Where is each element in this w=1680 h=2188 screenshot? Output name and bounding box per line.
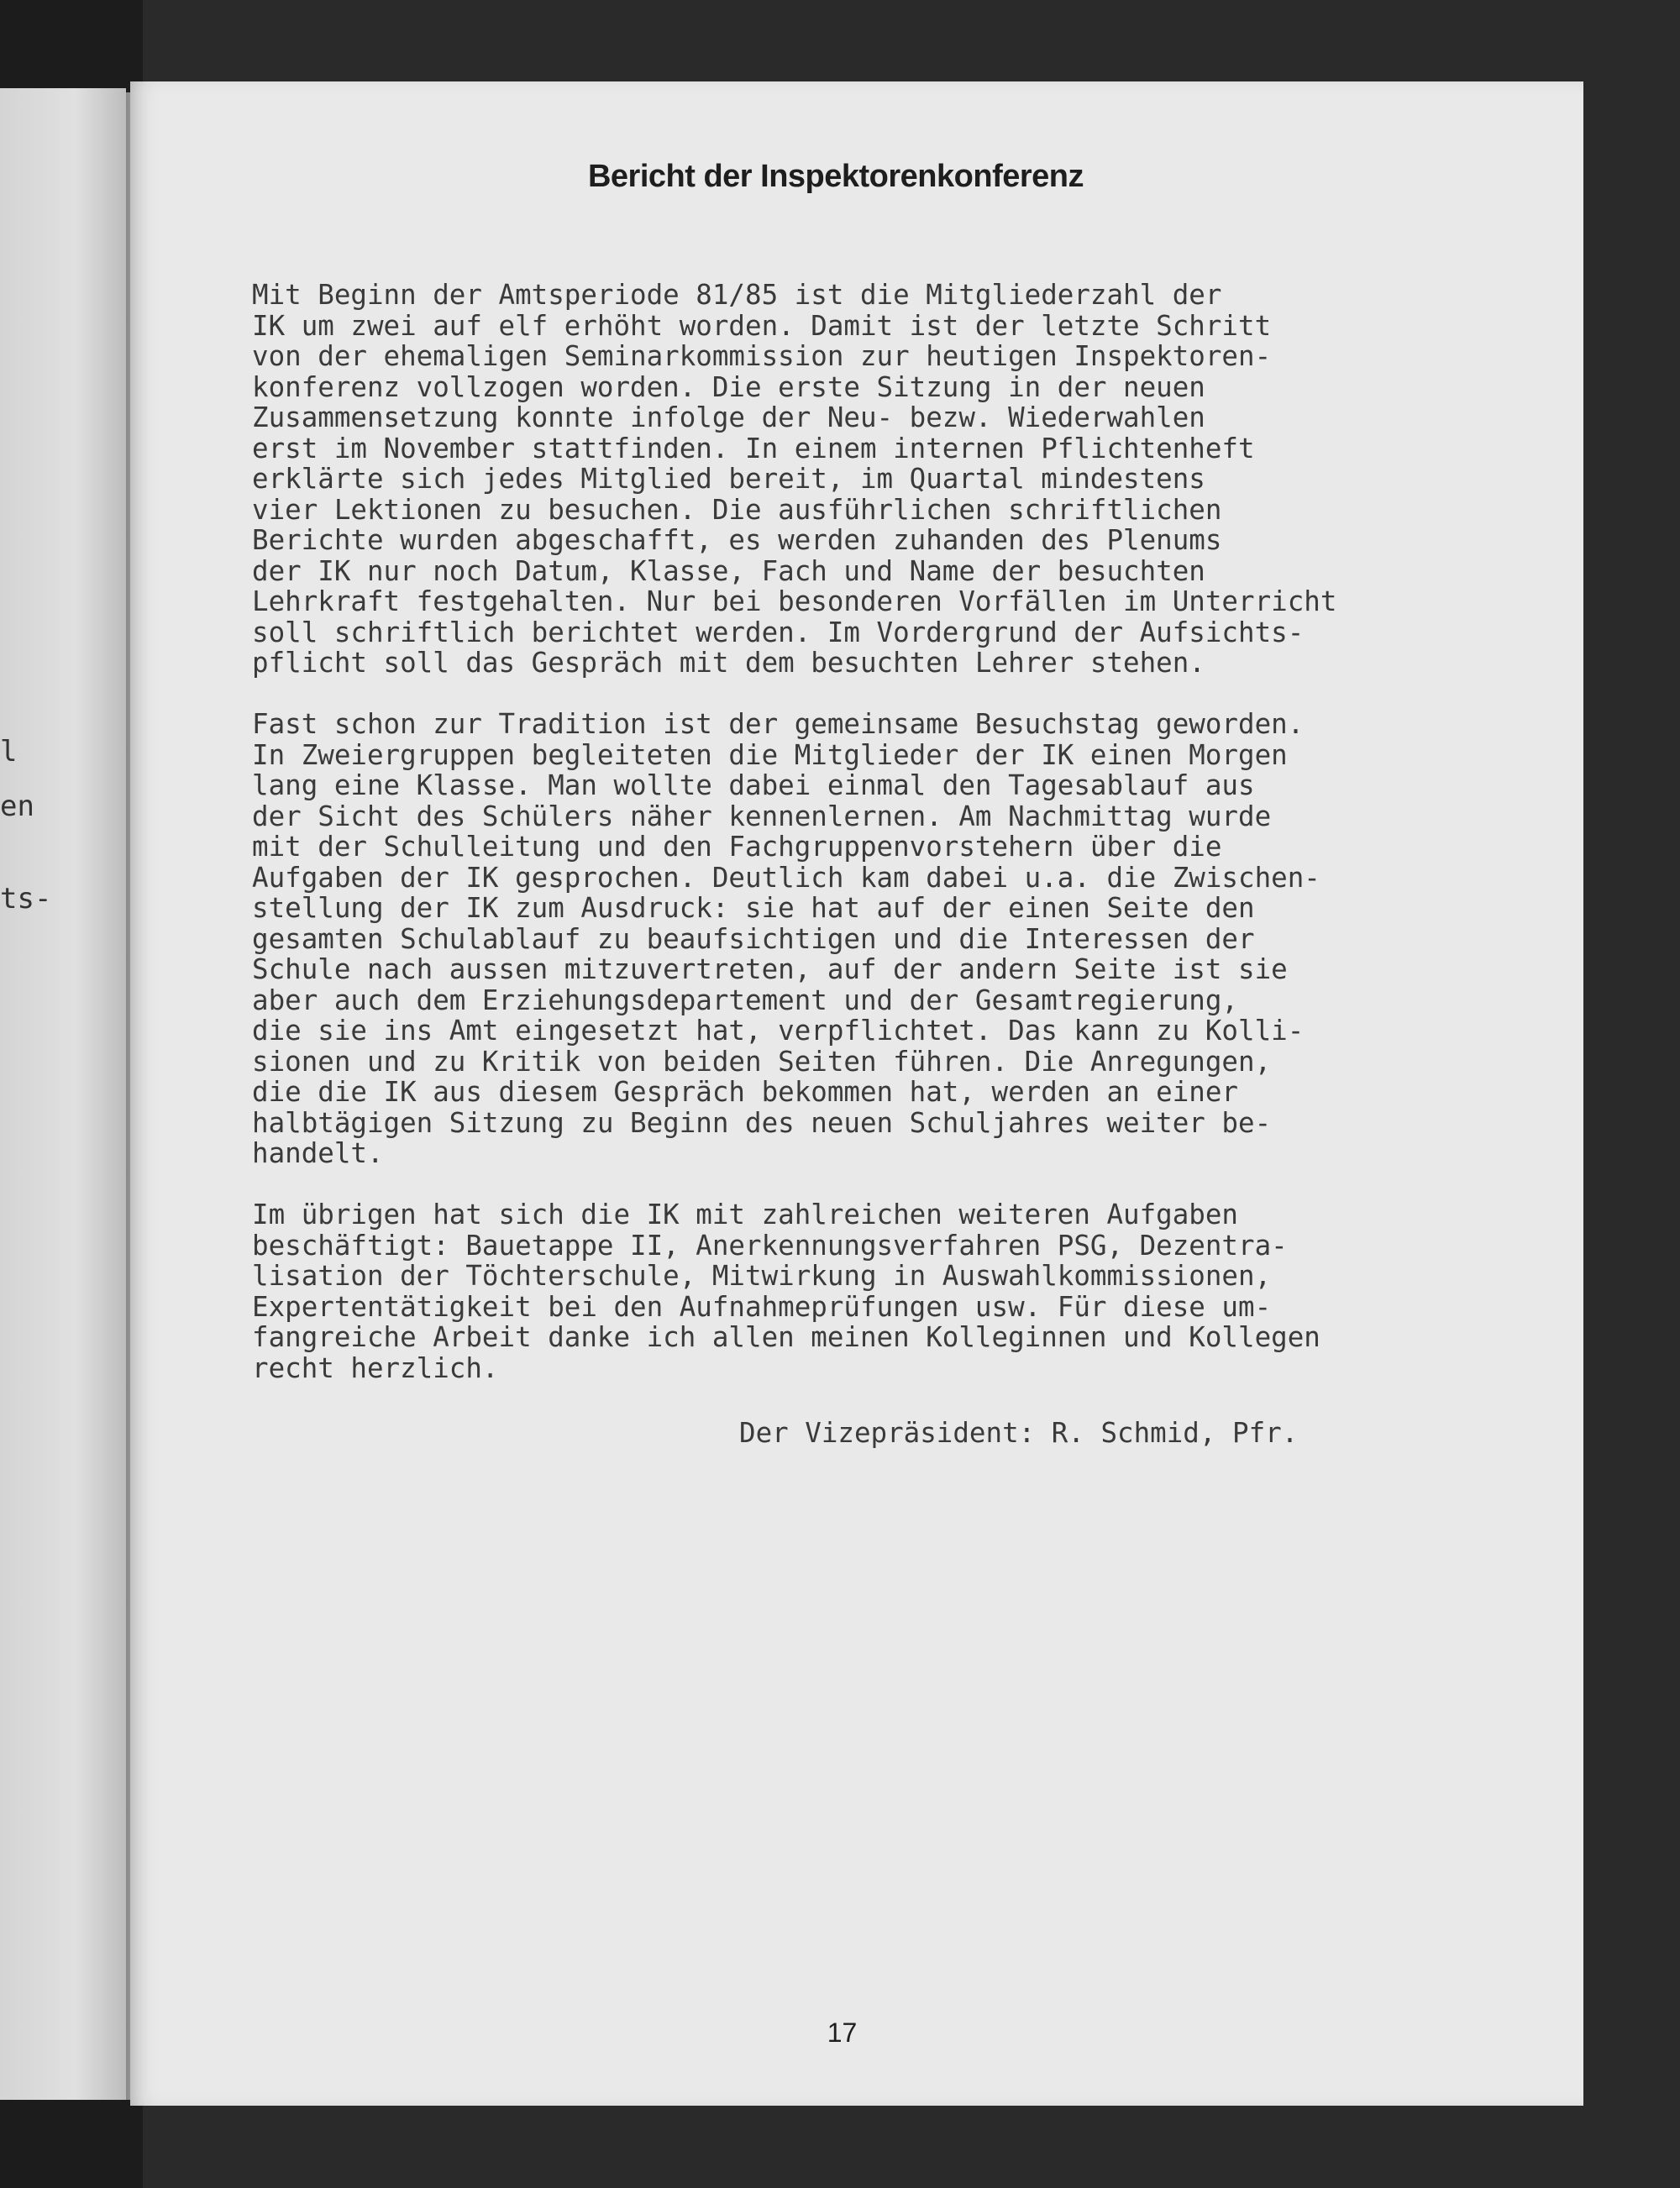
previous-page-edge <box>0 88 126 2100</box>
text-line: Mit Beginn der Amtsperiode 81/85 ist die Mitgliederzahl der <box>252 279 1222 311</box>
text-line: In Zweiergruppen begleiteten die Mitglieder der IK einen Morgen <box>252 738 1288 771</box>
text-line: von der ehemaligen Seminarkommission zur heutigen Inspektoren- <box>252 340 1272 372</box>
text-line: erklärte sich jedes Mitglied bereit, im Quartal mindestens <box>252 463 1205 495</box>
text-line: der IK nur noch Datum, Klasse, Fach und Name der besuchten <box>252 554 1205 587</box>
text-line: mit der Schulleitung und den Fachgruppenvorstehern über die <box>252 831 1222 863</box>
previous-page-fragment: ts- <box>0 882 52 916</box>
text-line: erst im November stattfinden. In einem internen Pflichtenheft <box>252 432 1255 464</box>
text-line: Expertentätigkeit bei den Aufnahmeprüfungen usw. Für diese um- <box>252 1290 1272 1323</box>
text-line: Aufgaben der IK gesprochen. Deutlich kam dabei u.a. die Zwischen- <box>252 861 1320 894</box>
page-title: Bericht der Inspektorenkonferenz <box>587 159 1084 194</box>
signature-line: Der Vizepräsident: R. Schmid, Pfr. <box>739 1417 1299 1449</box>
text-line: die die IK aus diesem Gespräch bekommen hat, werden an einer <box>252 1076 1238 1108</box>
text-line: Fast schon zur Tradition ist der gemeinsame Besuchstag geworden. <box>252 708 1305 740</box>
text-line: Zusammensetzung konnte infolge der Neu- bezw. Wiederwahlen <box>252 401 1205 433</box>
text-line: aber auch dem Erziehungsdepartement und der Gesamtregierung, <box>252 984 1238 1016</box>
text-line: lang eine Klasse. Man wollte dabei einmal den Tagesablauf aus <box>252 769 1255 801</box>
text-line: Berichte wurden abgeschafft, es werden zuhanden des Plenums <box>252 524 1222 556</box>
text-line: lisation der Töchterschule, Mitwirkung in Auswahlkommissionen, <box>252 1260 1272 1292</box>
text-line: halbtägigen Sitzung zu Beginn des neuen Schuljahres weiter be- <box>252 1106 1272 1139</box>
paragraph <box>252 1199 1537 1383</box>
text-line: vier Lektionen zu besuchen. Die ausführlichen schriftlichen <box>252 493 1222 526</box>
text-line: beschäftigt: Bauetappe II, Anerkennungsverfahren PSG, Dezentra- <box>252 1229 1288 1262</box>
text-line: die sie ins Amt eingesetzt hat, verpflichtet. Das kann zu Kolli- <box>252 1015 1305 1047</box>
page-number: 17 <box>827 2017 858 2048</box>
document-page <box>130 81 1583 2106</box>
text-line: sionen und zu Kritik von beiden Seiten führen. Die Anregungen, <box>252 1045 1272 1078</box>
text-line: Im übrigen hat sich die IK mit zahlreichen weiteren Aufgaben <box>252 1199 1238 1230</box>
text-line: soll schriftlich berichtet werden. Im Vordergrund der Aufsichts- <box>252 616 1305 648</box>
text-line: fangreiche Arbeit danke ich allen meinen Kolleginnen und Kollegen <box>252 1321 1320 1353</box>
previous-page-fragment: l <box>0 735 18 769</box>
text-line: stellung der IK zum Ausdruck: sie hat auf der einen Seite den <box>252 892 1255 924</box>
text-line: pflicht soll das Gespräch mit dem besuchten Lehrer stehen. <box>252 647 1205 679</box>
text-line: IK um zwei auf elf erhöht worden. Damit ist der letzte Schritt <box>252 309 1272 342</box>
text-line: konferenz vollzogen worden. Die erste Sitzung in der neuen <box>252 370 1205 403</box>
text-line: handelt. <box>252 1137 384 1169</box>
previous-page-fragment: en <box>0 790 34 823</box>
text-line: Schule nach aussen mitzuvertreten, auf der andern Seite ist sie <box>252 953 1288 985</box>
text-line: gesamten Schulablauf zu beaufsichtigen und die Interessen der <box>252 922 1255 955</box>
paragraph <box>252 280 1537 679</box>
text-line: der Sicht des Schülers näher kennenlernen. Am Nachmittag wurde <box>252 800 1272 832</box>
report-body <box>252 280 1537 1414</box>
paragraph <box>252 709 1537 1169</box>
text-line: recht herzlich. <box>252 1351 499 1384</box>
text-line: Lehrkraft festgehalten. Nur bei besonderen Vorfällen im Unterricht <box>252 585 1337 617</box>
